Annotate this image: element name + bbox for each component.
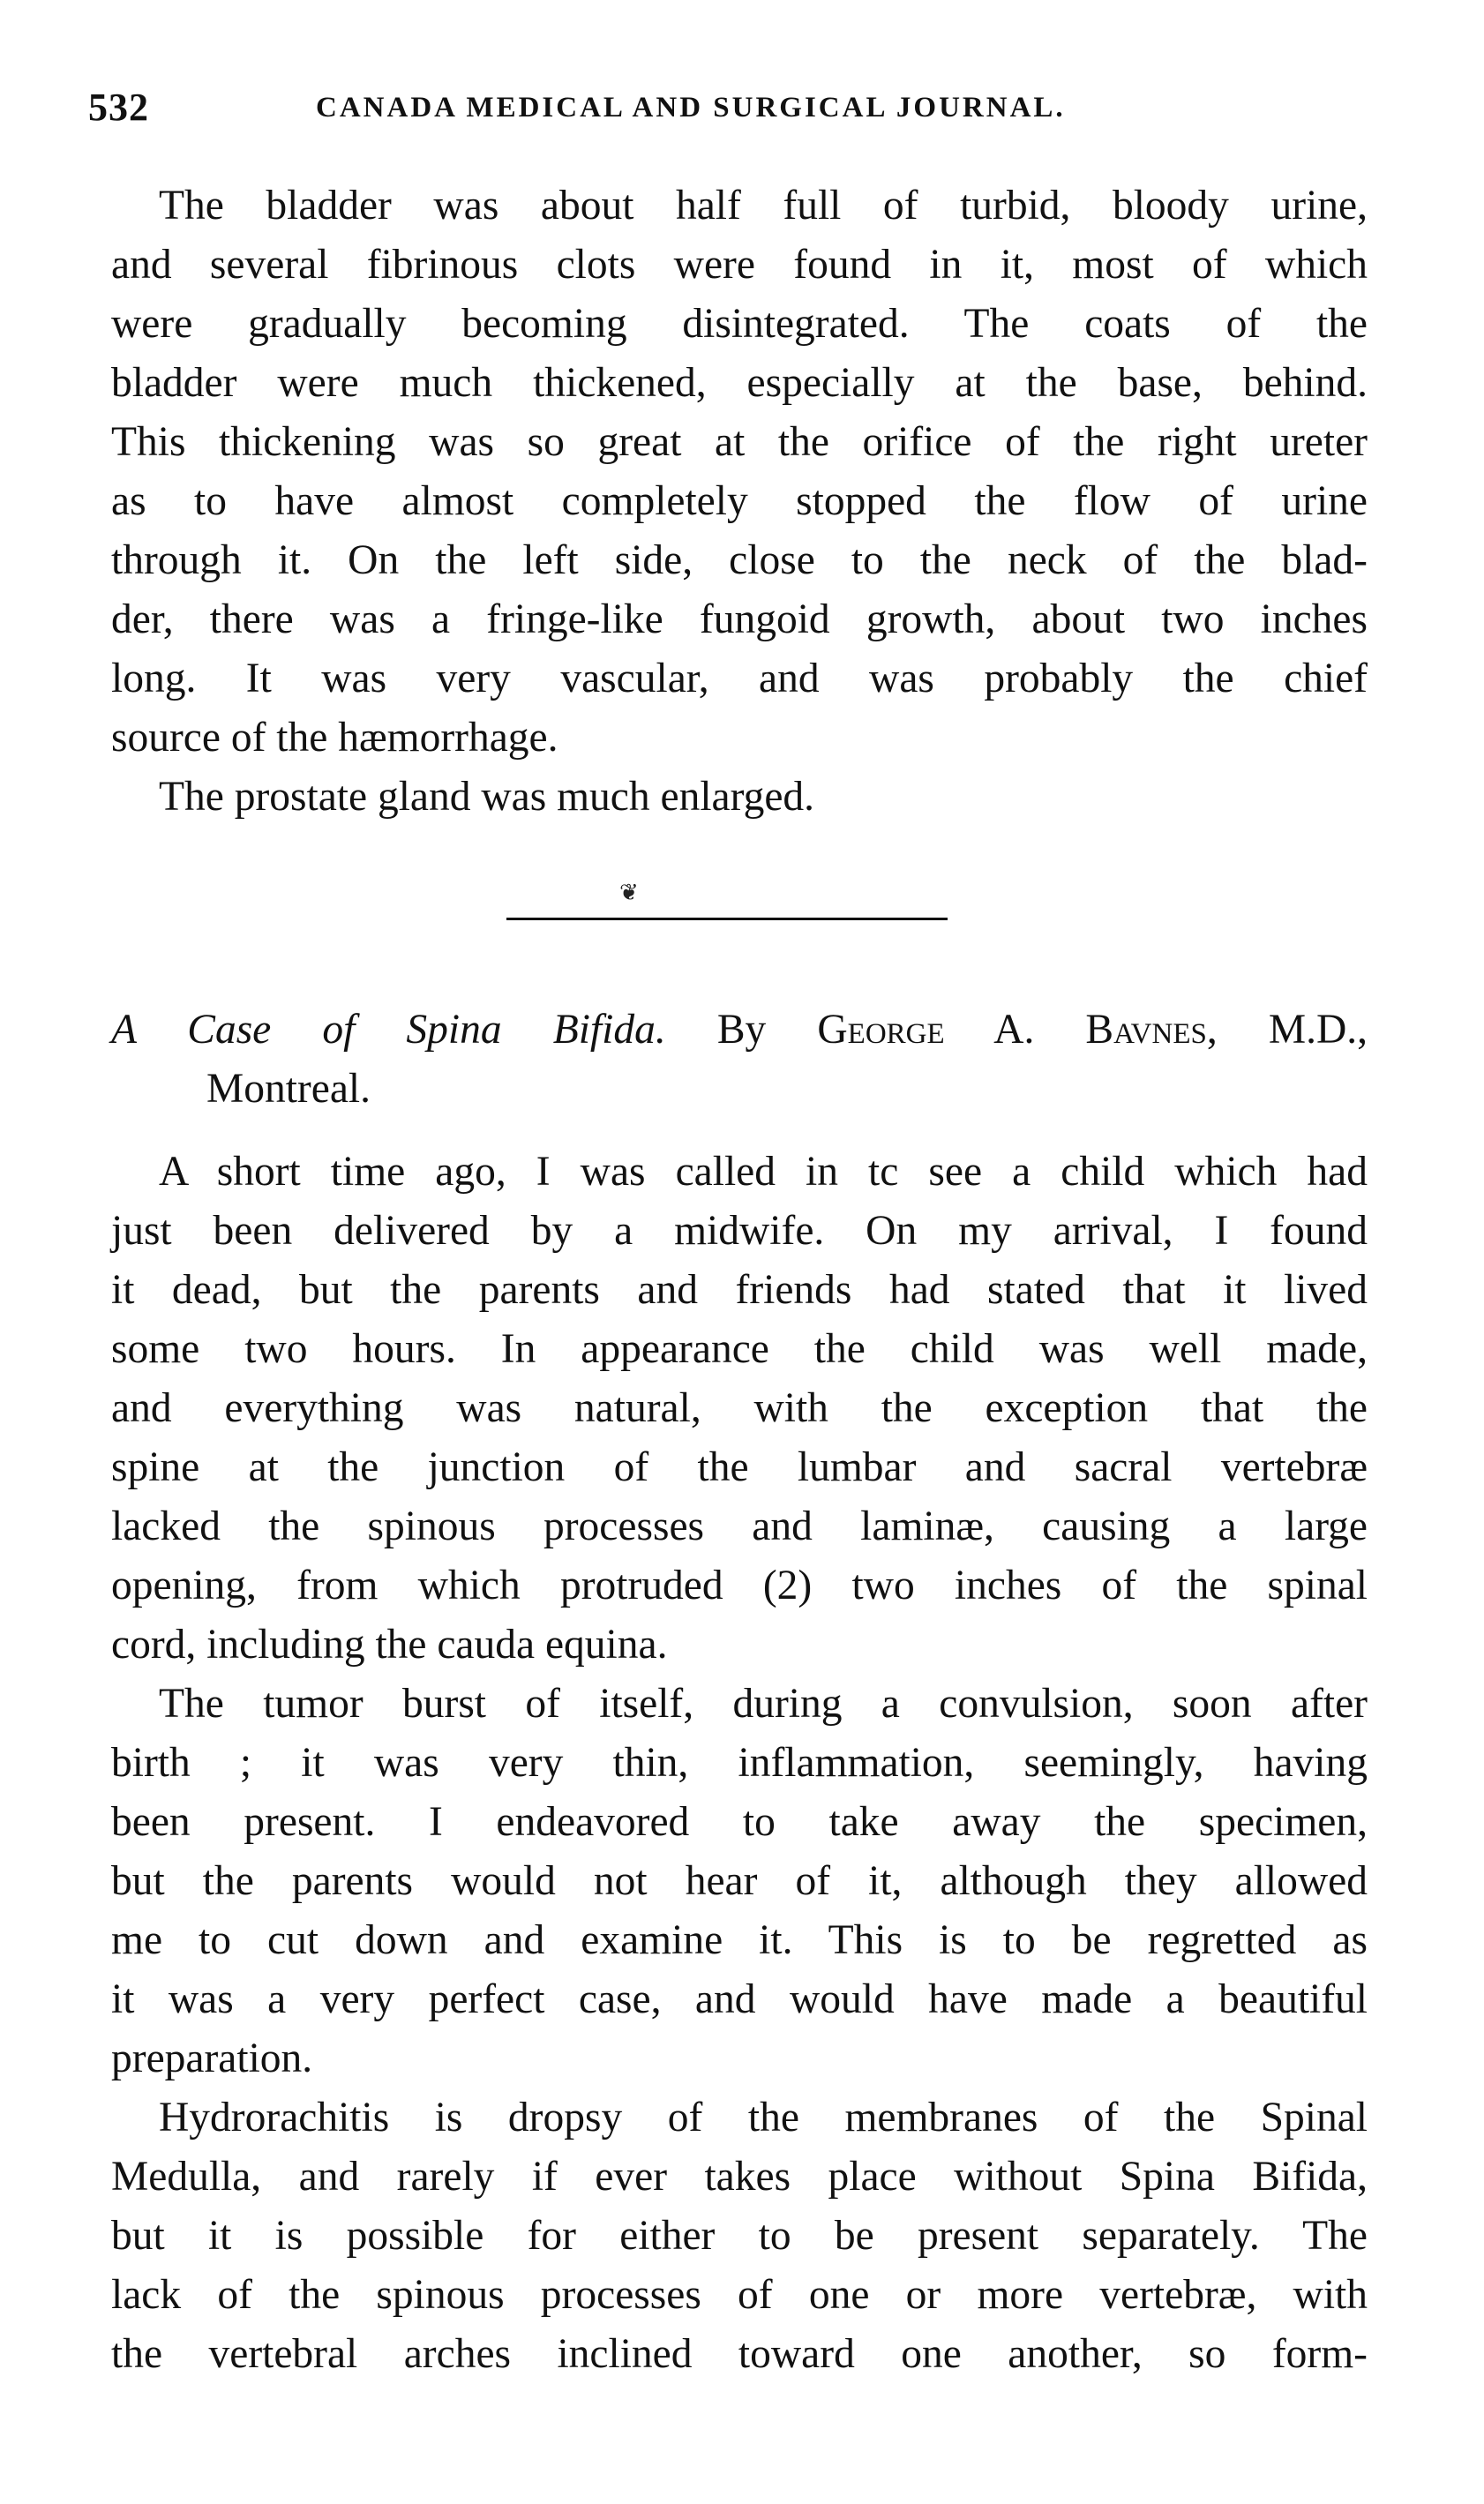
text-line: the vertebral arches inclined toward one another, so form-: [111, 2331, 1368, 2377]
page-number: 532: [88, 86, 149, 129]
article-heading: [111, 1001, 1368, 1119]
text-line: A short time ago, I was called in tc see a child which had: [159, 1149, 1368, 1195]
article-title-line: [111, 1001, 1368, 1060]
text-line: bladder were much thickened, especially at the base, behind.: [111, 360, 1368, 406]
text-line: der, there was a fringe-like fungoid growth, about two inches: [111, 596, 1368, 642]
text-line: and everything was natural, with the exception that the: [111, 1385, 1368, 1431]
text-line: lack of the spinous processes of one or more vertebræ, with: [111, 2272, 1368, 2318]
text-line: Medulla, and rarely if ever takes place without Spina Bifida,: [111, 2154, 1368, 2200]
text-line: and several fibrinous clots were found in it, most of which: [111, 242, 1368, 288]
text-line: been present. I endeavored to take away the specimen,: [111, 1799, 1368, 1845]
text-line: but it is possible for either to be present separately. The: [111, 2213, 1368, 2259]
article-location: Montreal.: [206, 1066, 371, 1112]
journal-title: CANADA MEDICAL AND SURGICAL JOURNAL.: [316, 92, 1066, 124]
case-report-paragraphs: [111, 1143, 1368, 2384]
text-line: lacked the spinous processes and laminæ, causing a large: [111, 1503, 1368, 1549]
ornament-mark: ❦: [619, 880, 639, 905]
text-line: were gradually becoming disintegrated. The coats of the: [111, 301, 1368, 347]
text-line: opening, from which protruded (2) two inches of the spinal: [111, 1563, 1368, 1608]
text-line: some two hours. In appearance the child was well made,: [111, 1326, 1368, 1372]
text-line: preparation.: [111, 2035, 313, 2081]
running-header: [88, 85, 1359, 138]
text-line: This thickening was so great at the orifice of the right ureter: [111, 419, 1368, 465]
text-line: The bladder was about half full of turbid, bloody urine,: [159, 183, 1368, 229]
text-line: as to have almost completely stopped the flow of urine: [111, 478, 1368, 524]
section-divider: [506, 918, 948, 920]
text-line: it was a very perfect case, and would have made a beautiful: [111, 1976, 1368, 2022]
text-line: it dead, but the parents and friends had stated that it lived: [111, 1267, 1368, 1313]
text-line: source of the hæmorrhage.: [111, 715, 558, 761]
text-line: but the parents would not hear of it, although they allowed: [111, 1858, 1368, 1904]
text-line: The prostate gland was much enlarged.: [159, 774, 815, 820]
byline-by: By: [716, 1007, 767, 1053]
text-line: birth ; it was very thin, inflammation, seemingly, having: [111, 1740, 1368, 1786]
text-line: long. It was very vascular, and was probably the chief: [111, 656, 1368, 701]
text-line: me to cut down and examine it. This is to be regretted as: [111, 1917, 1368, 1963]
article-title: A Case of Spina Bifida.: [111, 1007, 666, 1053]
text-line: through it. On the left side, close to the neck of the blad-: [111, 537, 1368, 583]
bladder-report-paragraphs: [111, 176, 1368, 827]
text-line: spine at the junction of the lumbar and sacral vertebræ: [111, 1444, 1368, 1490]
text-line: just been delivered by a midwife. On my arrival, I found: [111, 1208, 1368, 1254]
text-line: The tumor burst of itself, during a convulsion, soon after: [159, 1681, 1368, 1727]
article-author: George A. Bavnes, M.D.,: [817, 1007, 1368, 1053]
text-line: cord, including the cauda equina.: [111, 1622, 668, 1668]
text-line: Hydrorachitis is dropsy of the membranes of the Spinal: [159, 2095, 1368, 2140]
